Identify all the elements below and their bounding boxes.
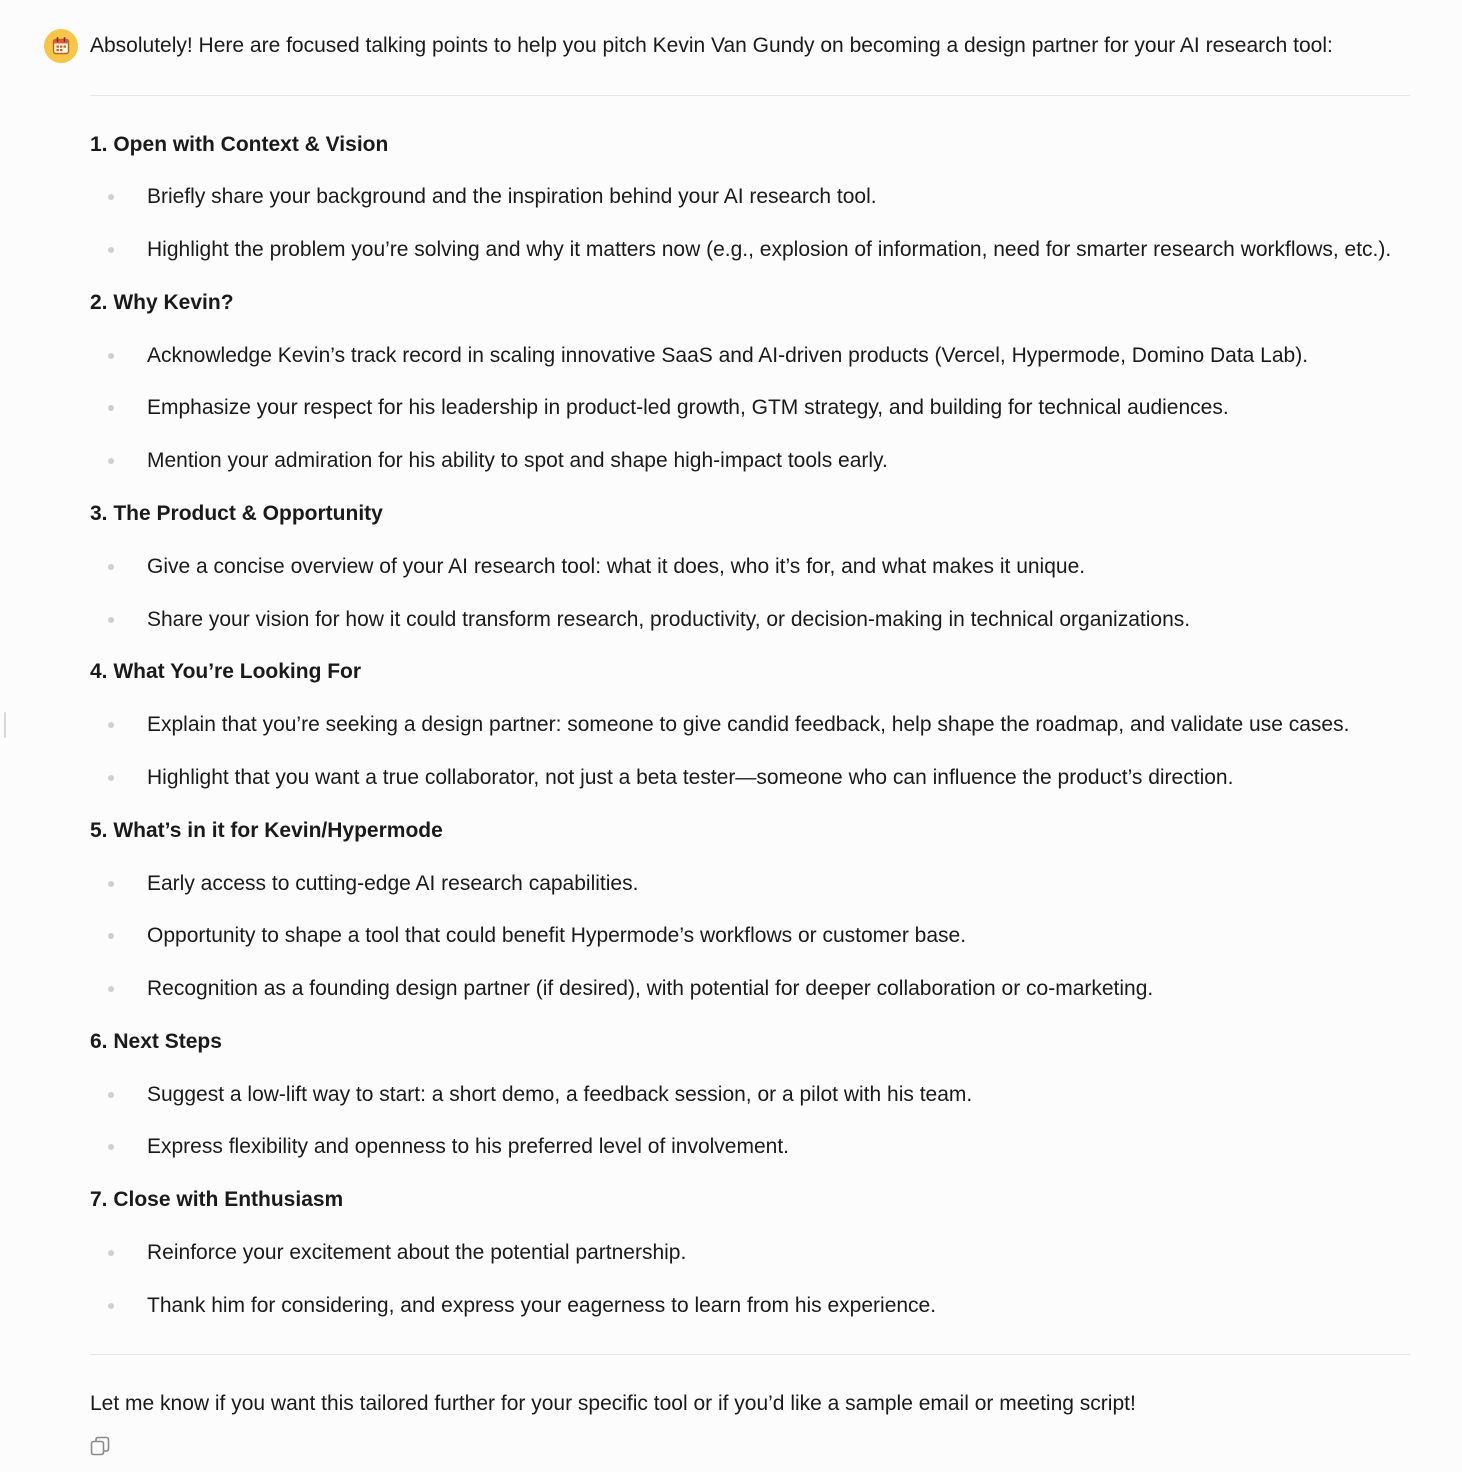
bullet-dot — [108, 881, 114, 887]
list-item-text: Explain that you’re seeking a design partner: someone to give candid feedback, help shape the roadmap, and validate use cases. — [147, 713, 1350, 736]
bullet-dot — [108, 564, 114, 570]
list-item-text: Suggest a low-lift way to start: a short demo, a feedback session, or a pilot with his team. — [147, 1083, 973, 1106]
bullet-dot — [108, 194, 114, 200]
divider — [90, 95, 1410, 96]
section-heading: 3. The Product & Opportunity — [90, 502, 383, 525]
message-outro: Let me know if you want this tailored further for your specific tool or if you’d like a sample email or meeting script! — [90, 1392, 1136, 1415]
message-intro: Absolutely! Here are focused talking points to help you pitch Kevin Van Gundy on becoming a design partner for your AI research tool: — [90, 34, 1333, 57]
section-heading: 6. Next Steps — [90, 1030, 222, 1053]
section-heading: 7. Close with Enthusiasm — [90, 1188, 344, 1211]
bullet-dot — [108, 775, 114, 781]
list-item-text: Express flexibility and openness to his preferred level of involvement. — [147, 1135, 789, 1158]
divider — [90, 1354, 1410, 1355]
bullet-dot — [108, 986, 114, 992]
section-heading: 5. What’s in it for Kevin/Hypermode — [90, 819, 443, 842]
copy-icon — [88, 1434, 112, 1458]
copy-button[interactable] — [88, 1434, 112, 1458]
bullet-dot — [108, 405, 114, 411]
list-item-text: Emphasize your respect for his leadership in product-led growth, GTM strategy, and building for technical audiences. — [147, 396, 1229, 419]
list-item-text: Early access to cutting-edge AI research capabilities. — [147, 872, 639, 895]
bullet-dot — [108, 722, 114, 728]
list-item-text: Reinforce your excitement about the potential partnership. — [147, 1241, 687, 1264]
list-item-text: Thank him for considering, and express your eagerness to learn from his experience. — [147, 1294, 937, 1317]
bullet-dot — [108, 1250, 114, 1256]
list-item-text: Acknowledge Kevin’s track record in scaling innovative SaaS and AI-driven products (Vercel, Hypermode, Domino Data Lab). — [147, 344, 1309, 367]
assistant-avatar — [44, 29, 78, 63]
bullet-dot — [108, 1303, 114, 1309]
list-item-text: Briefly share your background and the inspiration behind your AI research tool. — [147, 185, 877, 208]
list-item-text: Recognition as a founding design partner (if desired), with potential for deeper collaboration or co-marketing. — [147, 977, 1154, 1000]
list-item-text: Give a concise overview of your AI research tool: what it does, who it’s for, and what makes it unique. — [147, 555, 1086, 578]
list-item-text: Opportunity to shape a tool that could benefit Hypermode’s workflows or customer base. — [147, 924, 967, 947]
calendar-icon — [51, 36, 71, 56]
bullet-dot — [108, 247, 114, 253]
section-heading: 4. What You’re Looking For — [90, 660, 362, 683]
list-item-text: Highlight the problem you’re solving and why it matters now (e.g., explosion of information, need for smarter research workflows, etc.). — [147, 238, 1392, 261]
list-item-text: Share your vision for how it could transform research, productivity, or decision-making in technical organizations. — [147, 608, 1191, 631]
section-heading: 1. Open with Context & Vision — [90, 133, 389, 156]
bullet-dot — [108, 458, 114, 464]
bullet-dot — [108, 353, 114, 359]
bullet-dot — [108, 617, 114, 623]
side-panel-handle[interactable] — [4, 712, 6, 738]
bullet-dot — [108, 1092, 114, 1098]
bullet-dot — [108, 933, 114, 939]
section-heading: 2. Why Kevin? — [90, 291, 234, 314]
list-item-text: Mention your admiration for his ability to spot and shape high-impact tools early. — [147, 449, 888, 472]
list-item-text: Highlight that you want a true collaborator, not just a beta tester—someone who can influence the product’s direction. — [147, 766, 1234, 789]
bullet-dot — [108, 1144, 114, 1150]
